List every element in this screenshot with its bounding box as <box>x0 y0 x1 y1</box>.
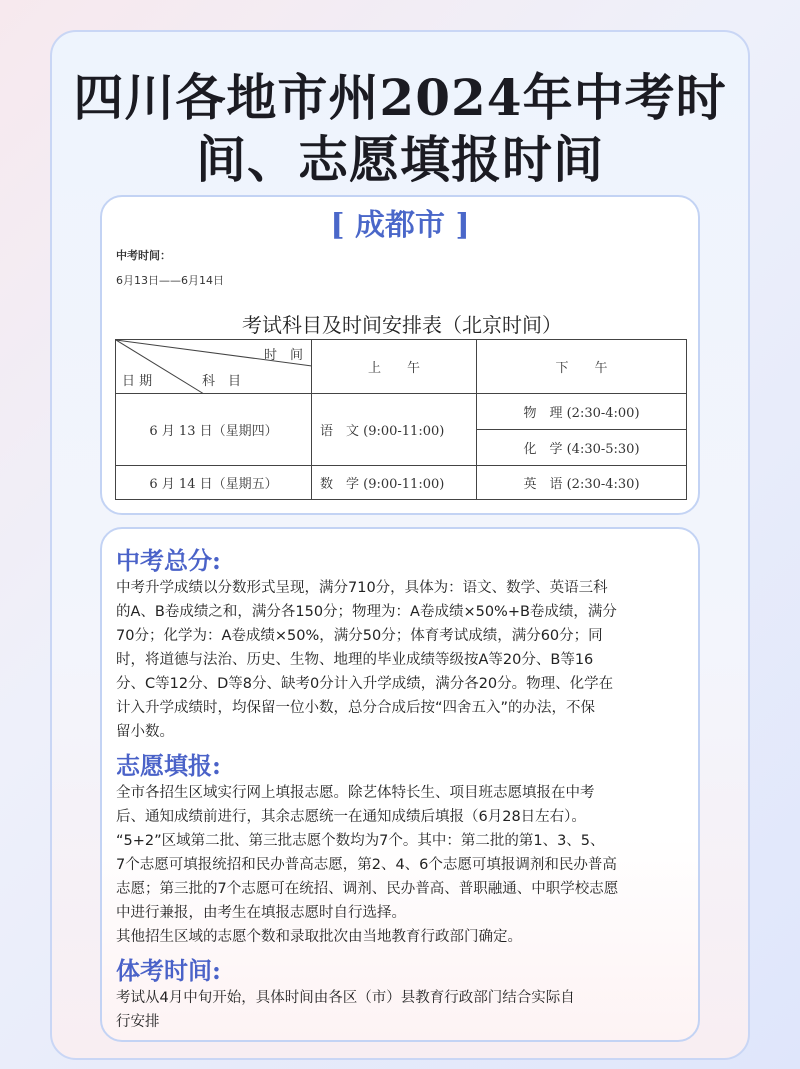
city-heading: [ 成都市 ] <box>330 208 470 243</box>
section-text-line: 时，将道德与法治、历史、生物、地理的毕业成绩等级按A等20分、B等16 <box>116 652 594 668</box>
section-heading: 志愿填报: <box>116 751 221 780</box>
section-heading: 体考时间: <box>116 956 221 985</box>
corner-cell <box>116 340 312 394</box>
exam-dates: 6月13日——6月14日 <box>116 274 224 287</box>
section-text-line: 行安排 <box>116 1014 160 1030</box>
row-afternoon: 英 语 (2:30-4:30) <box>477 466 687 500</box>
corner-date: 日 期 <box>122 374 153 389</box>
corner-time: 时 间 <box>263 348 303 363</box>
row-date: 6 月 13 日（星期四） <box>116 394 312 466</box>
page-title-line-1: 四川各地市州2024年中考时 <box>73 68 727 127</box>
row-date: 6 月 14 日（星期五） <box>116 466 312 500</box>
section-text-line: 其他招生区域的志愿个数和录取批次由当地教育行政部门确定。 <box>116 929 522 945</box>
section-text-line: 留小数。 <box>116 724 174 740</box>
section-text-line: “5+2”区域第二批、第三批志愿个数均为7个。其中：第二批的第1、3、5、 <box>116 833 605 849</box>
row-afternoon: 物 理 (2:30-4:00) <box>477 394 687 430</box>
page-title-line-2: 间、志愿填报时间 <box>196 130 604 189</box>
header-morning: 上 午 <box>312 340 477 394</box>
details-box <box>100 527 700 1042</box>
section-text-line: 70分；化学为：A卷成绩×50%，满分50分；体育考试成绩，满分60分；同 <box>116 628 603 644</box>
section-heading: 中考总分: <box>116 546 221 575</box>
section-text-line: 志愿；第三批的7个志愿可在统招、调剂、民办普高、普职融通、中职学校志愿 <box>116 881 619 897</box>
section-text-line: 后、通知成绩前进行，其余志愿统一在通知成绩后填报（6月28日左右）。 <box>116 809 586 825</box>
section-text-line: 全市各招生区域实行网上填报志愿。除艺体特长生、项目班志愿填报在中考 <box>116 785 595 801</box>
section-text-line: 分、C等12分、D等8分、缺考0分计入升学成绩，满分各20分。物理、化学在 <box>116 676 614 692</box>
table-title: 考试科目及时间安排表（北京时间） <box>242 313 562 337</box>
row-morning: 数 学 (9:00-11:00) <box>312 466 477 500</box>
section-text-line: 计入升学成绩时，均保留一位小数，总分合成后按“四舍五入”的办法，不保 <box>116 700 596 716</box>
section-text-line: 考试从4月中旬开始，具体时间由各区（市）县教育行政部门结合实际自 <box>116 990 575 1006</box>
section-text-line: 的A、B卷成绩之和，满分各150分；物理为：A卷成绩×50%+B卷成绩，满分 <box>116 604 617 620</box>
exam-time-label: 中考时间： <box>116 249 171 262</box>
section-text-line: 中考升学成绩以分数形式呈现，满分710分，具体为：语文、数学、英语三科 <box>116 580 608 596</box>
row-afternoon: 化 学 (4:30-5:30) <box>477 430 687 466</box>
section-text-line: 7个志愿可填报统招和民办普高志愿，第2、4、6个志愿可填报调剂和民办普高 <box>116 857 617 873</box>
corner-subject: 科 目 <box>202 374 242 389</box>
section-text-line: 中进行兼报，由考生在填报志愿时自行选择。 <box>116 905 406 921</box>
schedule-table <box>115 339 687 500</box>
row-morning: 语 文 (9:00-11:00) <box>312 394 477 466</box>
header-afternoon: 下 午 <box>477 340 687 394</box>
